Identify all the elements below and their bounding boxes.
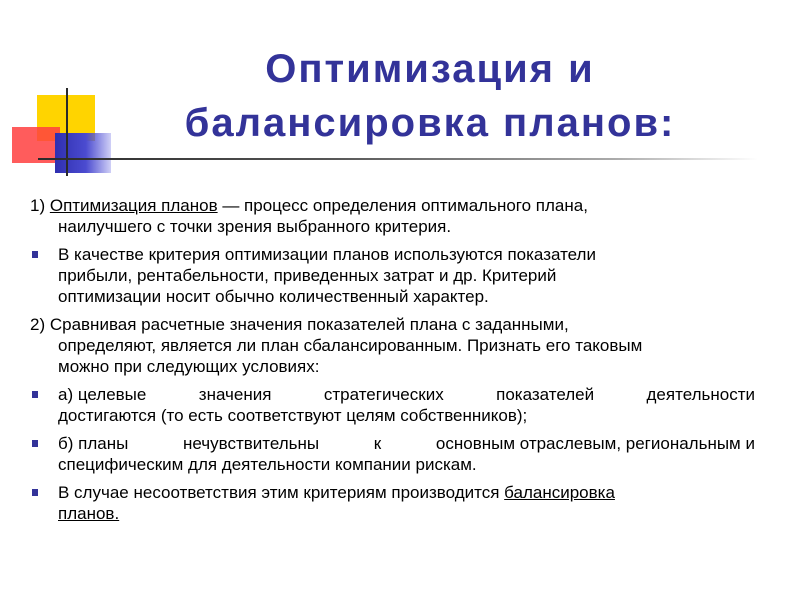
- bullet-line: специфическим для деятельности компании рискам.: [58, 455, 477, 474]
- word: стратегических: [323, 385, 444, 404]
- paragraph-balance-check: [30, 314, 755, 377]
- word: нечувствительны: [182, 434, 320, 453]
- bullet-balancing: [30, 482, 755, 524]
- word: показателей: [496, 385, 595, 404]
- word: деятельности: [646, 385, 755, 404]
- bullet-criteria: [30, 244, 755, 307]
- term-balancing-link[interactable]: балансировка: [504, 483, 615, 502]
- definition-continuation: наилучшего с точки зрения выбранного критерия.: [58, 217, 452, 236]
- word: к: [373, 434, 382, 453]
- justified-line: [58, 433, 755, 454]
- bullet-text: В случае несоответствия этим критериям производится: [58, 483, 505, 502]
- word: а) целевые: [58, 385, 147, 404]
- bullet-line: [58, 503, 755, 524]
- item-number: 1): [30, 196, 50, 215]
- bullet-line: прибыли, рентабельности, приведенных затрат и др. Критерий: [58, 266, 557, 285]
- definition-text: — процесс определения оптимального плана,: [217, 196, 588, 215]
- term-optimization-link[interactable]: Оптимизация планов: [49, 196, 218, 215]
- bullet-marker-icon: [32, 251, 38, 258]
- slide-title: [110, 42, 750, 150]
- blue-square: [55, 133, 111, 173]
- justified-line: [58, 384, 755, 405]
- title-line-2: балансировка планов:: [184, 101, 676, 145]
- paragraph-line: определяют, является ли план сбалансированным. Признать его таковым: [58, 336, 643, 355]
- bullet-line: достигаются (то есть соответствуют целям собственников);: [58, 406, 528, 425]
- paragraph-line: можно при следующих условиях:: [58, 357, 320, 376]
- bullet-marker-icon: [32, 489, 38, 496]
- word: б) планы: [58, 434, 129, 453]
- paragraph-optimization-definition: [30, 195, 755, 237]
- title-divider: [38, 158, 758, 160]
- term-balancing-link-continued[interactable]: планов.: [58, 504, 120, 523]
- bullet-marker-icon: [32, 391, 38, 398]
- bullet-line: оптимизации носит обычно количественный характер.: [58, 287, 489, 306]
- bullet-condition-b: [30, 433, 755, 475]
- bullet-marker-icon: [32, 440, 38, 447]
- bullet-line: В качестве критерия оптимизации планов используются показатели: [58, 245, 596, 264]
- title-line-1: Оптимизация и: [265, 47, 595, 91]
- bullet-line: [58, 482, 755, 503]
- word: основным отраслевым, региональным и: [435, 434, 755, 453]
- bullet-condition-a: [30, 384, 755, 426]
- vertical-rule: [66, 88, 68, 176]
- slide-body: [30, 195, 755, 531]
- word: значения: [198, 385, 272, 404]
- paragraph-line: 2) Сравнивая расчетные значения показателей плана с заданными,: [30, 315, 569, 334]
